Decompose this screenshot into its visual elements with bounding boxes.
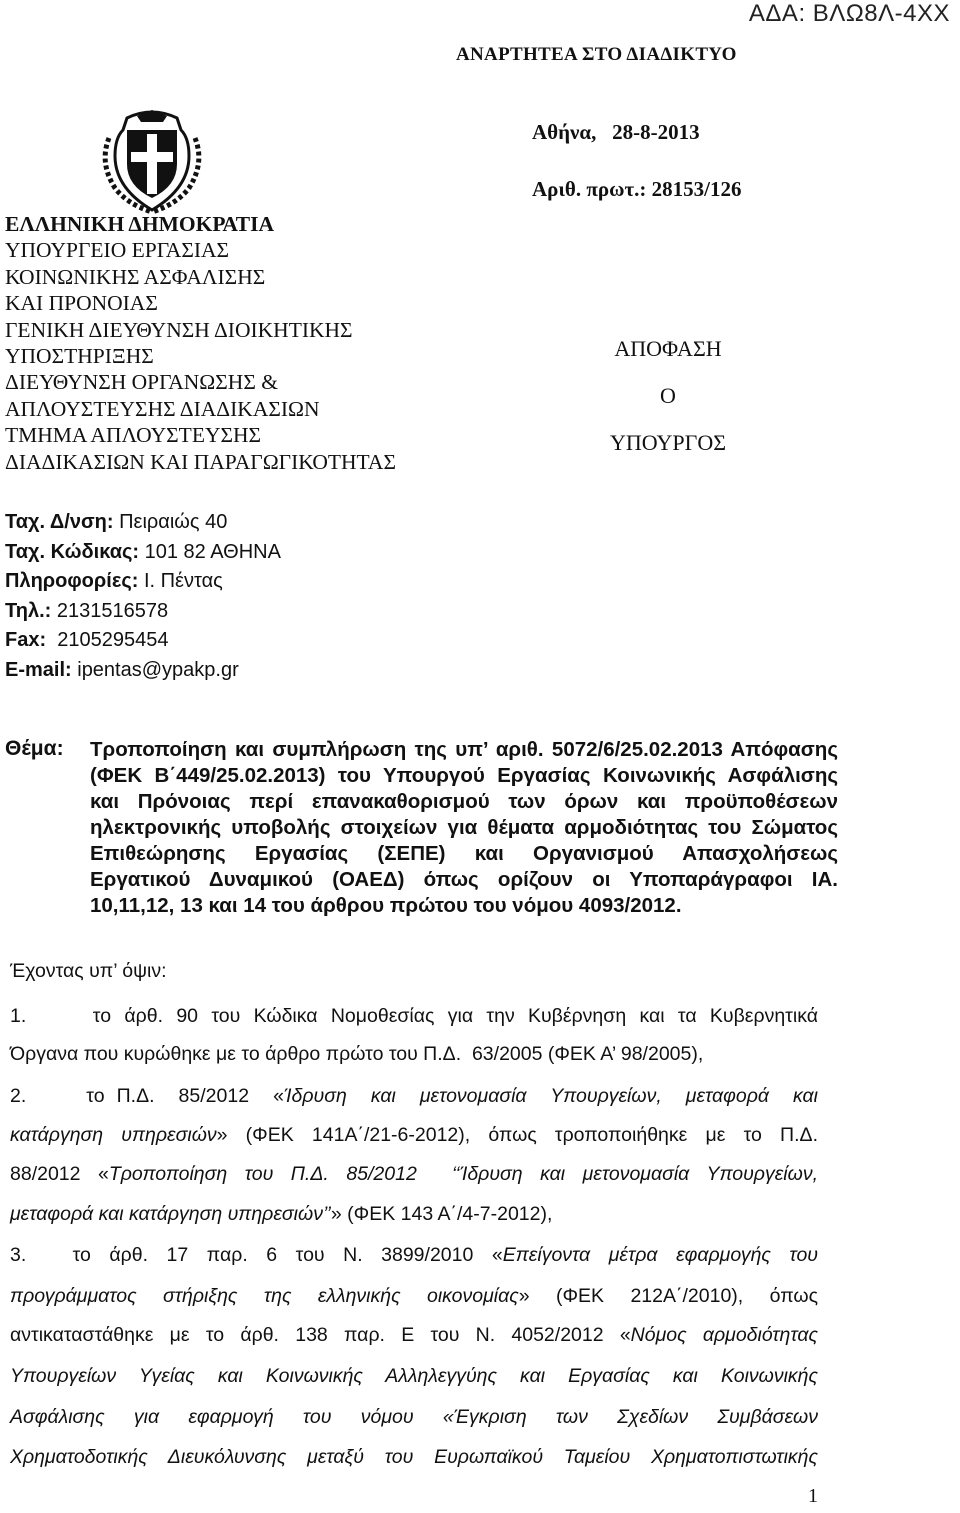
subject-label: Θέμα: <box>5 737 64 760</box>
subject-text <box>90 737 838 919</box>
body-line <box>10 1043 818 1066</box>
contact-address: Ταχ. Δ/νση: Πειραιώς 40 <box>5 511 228 533</box>
body-line <box>10 1203 818 1226</box>
italic-quote-text: κατάργηση υπηρεσιών <box>10 1124 217 1146</box>
contact-details <box>5 508 281 686</box>
document-date: Αθήνα, 28-8-2013 <box>532 120 700 144</box>
body-line <box>10 1124 818 1147</box>
posted-online-notice: ΑΝΑΡΤΗΤΕΑ ΣΤΟ ΔΙΑΔΙΚΤΥΟ <box>456 44 737 65</box>
subject-line: Επιθεώρησης Εργασίας (ΣΕΠΕ) και Οργανισμού Απασχολήσεως <box>90 842 838 865</box>
body-text-span: 88/2012 « <box>10 1163 109 1185</box>
ada-code: ΑΔΑ: ΒΛΩ8Λ-4ΧΧ <box>748 0 950 27</box>
decision-minister: ΥΠΟΥΡΓΟΣ <box>609 430 727 455</box>
italic-quote-text: Ίδρυση και μετονομασία Υπουργείων, μεταφορά και <box>283 1085 818 1107</box>
contact-email[interactable]: E-mail: ipentas@ypakp.gr <box>5 658 239 681</box>
subject-line: 10,11,12, 13 και 14 του άρθρου πρώτου του νόμου 4093/2012. <box>90 894 682 917</box>
protocol-number: Αριθ. πρωτ.: 28153/126 <box>532 177 742 201</box>
body-line <box>10 1163 818 1186</box>
decision-title: ΑΠΟΦΑΣΗ <box>614 336 722 361</box>
body-line <box>10 1324 818 1347</box>
body-text-span: αντικαταστάθηκε με το άρθ. 138 παρ. Ε του Ν. 4052/2012 « <box>10 1324 631 1346</box>
ministry-line: ΤΜΗΜΑ ΑΠΛΟΥΣΤΕΥΣΗΣ <box>5 423 262 448</box>
body-text-span: » (ΦΕΚ 212Α΄/2010), όπως <box>518 1285 818 1307</box>
having-regard-heading: Έχοντας υπ’ όψιν: <box>10 960 167 982</box>
ministry-line: ΕΛΛΗΝΙΚΗ ΔΗΜΟΚΡΑΤΙΑ <box>5 212 275 236</box>
italic-quote-text: μεταφορά και κατάργηση υπηρεσιών’’ <box>10 1203 331 1225</box>
body-line <box>10 1365 818 1388</box>
italic-quote-text: Νόμος αρμοδιότητας <box>630 1324 818 1346</box>
issuing-authority-block <box>5 211 396 475</box>
body-line <box>10 1406 818 1429</box>
ministry-line: ΑΠΛΟΥΣΤΕΥΣΗΣ ΔΙΑΔΙΚΑΣΙΩΝ <box>5 396 320 421</box>
ministry-line: ΔΙΕΥΘΥΝΣΗ ΟΡΓΑΝΩΣΗΣ & <box>5 370 278 395</box>
body-line <box>10 1446 818 1469</box>
ministry-line: ΥΠΟΥΡΓΕΙΟ ΕΡΓΑΣΙΑΣ <box>5 238 230 263</box>
contact-fax: Fax: 2105295454 <box>5 629 169 652</box>
body-text-span: » (ΦΕΚ 143 Α΄/4-7-2012), <box>330 1203 553 1225</box>
body-line <box>10 1005 818 1028</box>
decision-article: Ο <box>660 383 676 408</box>
italic-quote-text: Υπουργείων Υγείας και Κοινωνικής Αλληλεγγύης και Εργασίας και Κοινωνικής <box>10 1365 818 1387</box>
ministry-line: ΔΙΑΔΙΚΑΣΙΩΝ ΚΑΙ ΠΑΡΑΓΩΓΙΚΟΤΗΤΑΣ <box>5 449 396 474</box>
ministry-line: ΚΑΙ ΠΡΟΝΟΙΑΣ <box>5 291 158 316</box>
italic-quote-text: Επείγοντα μέτρα εφαρμογής του <box>502 1244 819 1266</box>
italic-quote-text: Τροποποίηση του Π.Δ. 85/2012 ‘‘Ίδρυση και μετονομασία Υπουργείων, <box>108 1163 818 1185</box>
ministry-line: ΚΟΙΝΩΝΙΚΗΣ ΑΣΦΑΛΙΣΗΣ <box>5 264 266 289</box>
body-text-span: Όργανα που κυρώθηκε με το άρθρο πρώτο του Π.Δ. 63/2005 (ΦΕΚ Α’ 98/2005), <box>10 1043 704 1065</box>
body-line <box>10 1285 818 1308</box>
contact-phone: Τηλ.: 2131516578 <box>5 599 169 622</box>
italic-quote-text: Ασφάλισης για εφαρμογή του νόμου «Έγκριση των Σχεδίων Συμβάσεων <box>10 1406 818 1428</box>
body-line <box>10 1085 818 1108</box>
body-text-span: 1. το άρθ. 90 του Κώδικα Νομοθεσίας για την Κυβέρνηση και τα Κυβερνητικά <box>10 1005 818 1027</box>
ministry-line: ΓΕΝΙΚΗ ΔΙΕΥΘΥΝΣΗ ΔΙΟΙΚΗΤΙΚΗΣ <box>5 317 353 342</box>
body-text-span: 3. το άρθ. 17 παρ. 6 του Ν. 3899/2010 « <box>10 1244 503 1266</box>
body-text-span: » (ΦΕΚ 141Α΄/21-6-2012), όπως τροποποιήθηκε με το Π.Δ. <box>216 1124 818 1146</box>
subject-line: και Πρόνοιας περί επανακαθορισμού των όρων και προϋποθέσεων <box>90 790 838 813</box>
body-line <box>10 1244 818 1267</box>
decision-heading <box>598 336 738 477</box>
page-number: 1 <box>808 1485 818 1507</box>
subject-line: (ΦΕΚ Β΄449/25.02.2013) του Υπουργού Εργασίας Κοινωνικής Ασφάλισης <box>90 764 838 787</box>
greek-coat-of-arms-icon <box>97 108 207 214</box>
ministry-line: ΥΠΟΣΤΗΡΙΞΗΣ <box>5 344 154 369</box>
subject-line: Τροποποίηση και συμπλήρωση της υπ’ αριθ. 5072/6/25.02.2013 Απόφασης <box>90 738 838 761</box>
contact-info-person: Πληροφορίες: Ι. Πέντας <box>5 570 223 593</box>
contact-postcode: Ταχ. Κώδικας: 101 82 ΑΘΗΝΑ <box>5 540 281 563</box>
italic-quote-text: προγράμματος στήριξης της ελληνικής οικονομίας <box>10 1285 519 1307</box>
body-text-span: 2. το Π.Δ. 85/2012 « <box>10 1085 284 1107</box>
italic-quote-text: Χρηματοδοτικής Διευκόλυνσης μεταξύ του Ευρωπαϊκού Ταμείου Χρηματοπιστωτικής <box>10 1446 818 1468</box>
subject-line: Εργατικού Δυναμικού (ΟΑΕΔ) όπως ορίζουν οι Υποπαράγραφοι ΙΑ. <box>90 868 838 891</box>
subject-line: ηλεκτρονικής υποβολής στοιχείων για θέματα αρμοδιότητας του Σώματος <box>90 816 838 839</box>
